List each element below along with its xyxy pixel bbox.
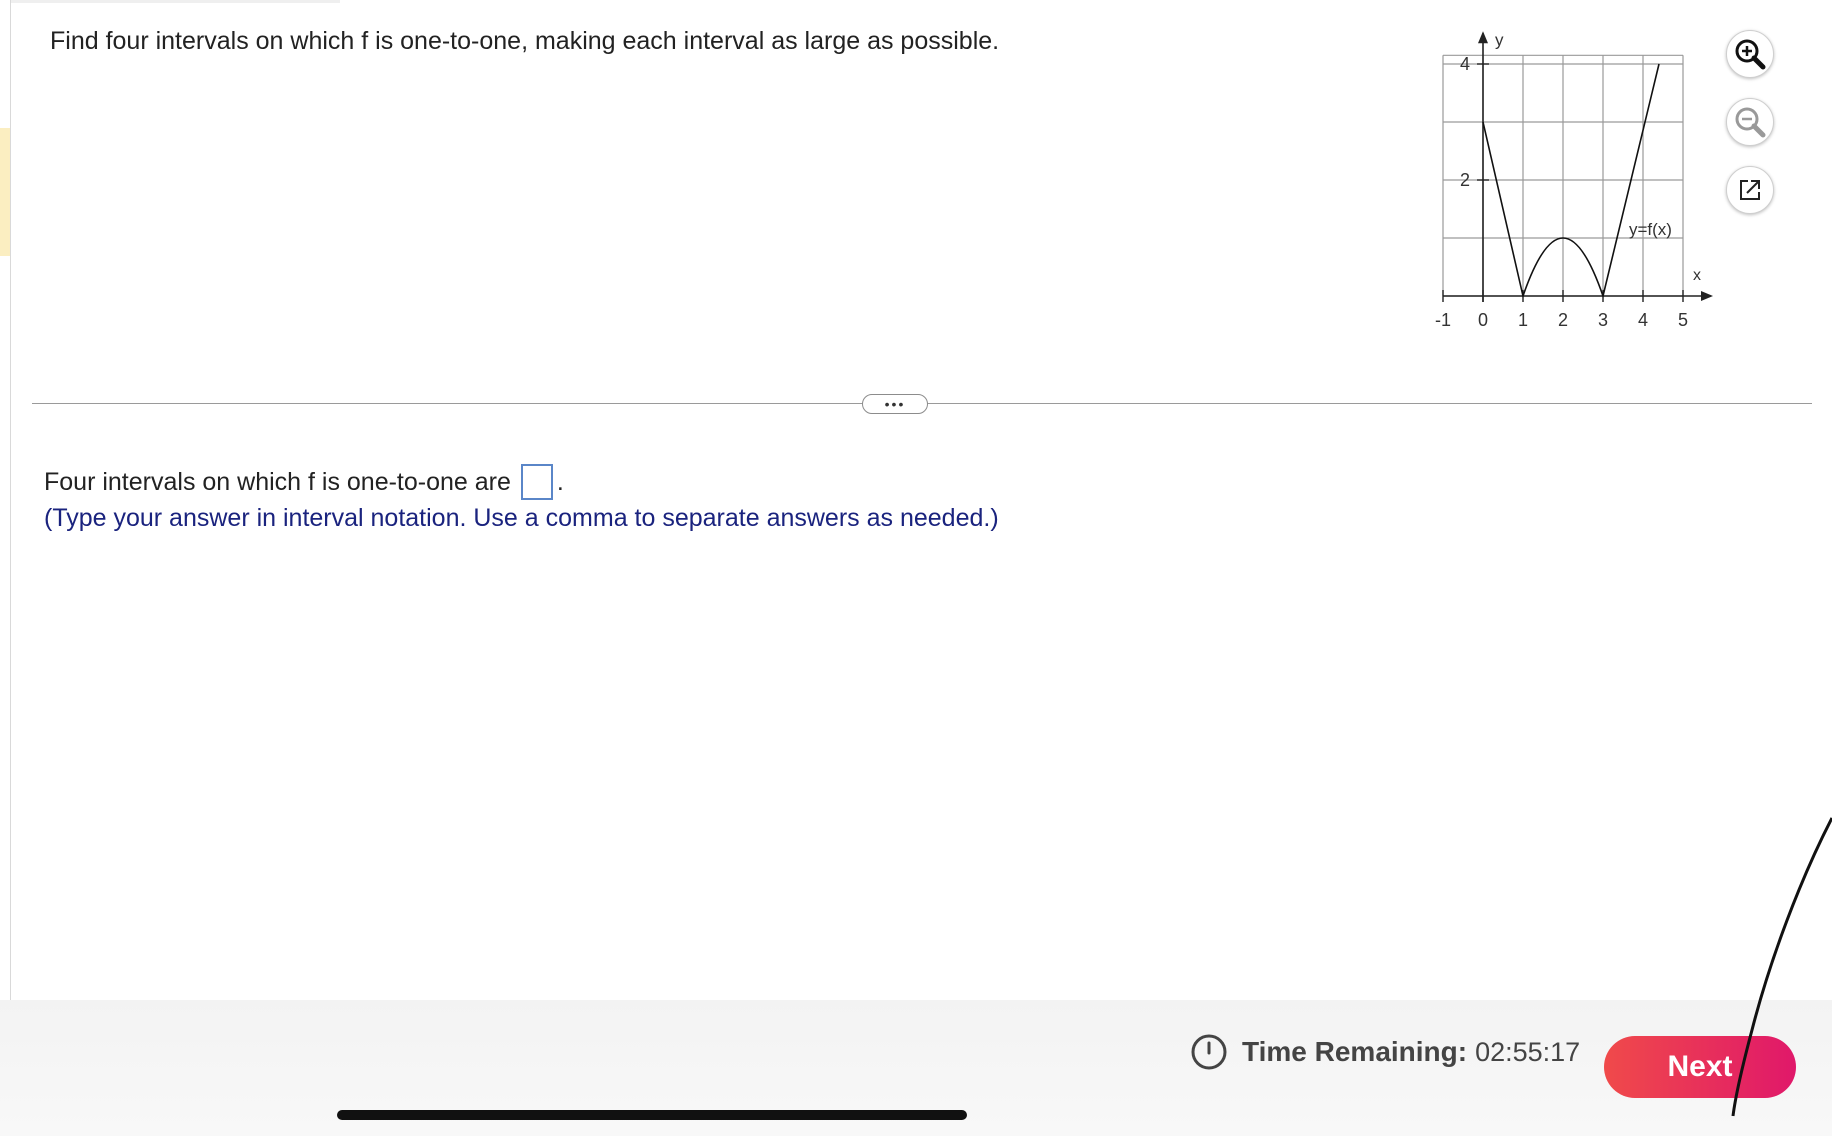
y-tick-label: 2 [1459, 170, 1471, 190]
answer-hint: (Type your answer in interval notation. Use a comma to separate answers as needed.) [44, 504, 999, 532]
x-axis-label: x [1693, 267, 1701, 284]
x-tick-label: 3 [1597, 310, 1609, 330]
popout-button[interactable] [1726, 166, 1774, 214]
y-axis-label: y [1495, 30, 1504, 50]
answer-suffix: . [556, 467, 564, 496]
x-tick-label: 4 [1637, 310, 1649, 330]
graph-grid [1443, 55, 1683, 296]
left-accent-bar [0, 128, 10, 256]
x-tick-labels [1435, 310, 1688, 330]
x-tick-label: 0 [1477, 310, 1489, 330]
y-axis-arrow [1478, 31, 1488, 43]
zoom-out-button[interactable] [1726, 98, 1774, 146]
answer-line [44, 464, 564, 500]
answer-prompt: Four intervals on which f is one-to-one are [44, 467, 511, 496]
x-tick-label: 1 [1517, 310, 1529, 330]
curve-label: y=f(x) [1629, 220, 1672, 240]
top-edge [10, 0, 340, 3]
answer-input[interactable] [521, 464, 553, 500]
next-button[interactable]: Next [1604, 1036, 1796, 1098]
question-text: Find four intervals on which f is one-to-one, making each interval as large as possible. [50, 27, 1000, 55]
zoom-in-icon [1732, 36, 1768, 72]
external-link-icon [1736, 176, 1764, 204]
zoom-out-icon [1732, 104, 1768, 140]
x-axis-arrow [1701, 291, 1713, 301]
clock-icon [1190, 1033, 1228, 1071]
function-graph [1420, 26, 1730, 336]
timer-value: 02:55:17 [1475, 1036, 1581, 1067]
x-tick-label: 5 [1677, 310, 1689, 330]
more-options-button[interactable]: ••• [862, 394, 928, 414]
home-indicator[interactable] [337, 1110, 967, 1120]
x-tick-label: -1 [1434, 310, 1452, 330]
y-tick-label: 4 [1459, 54, 1471, 74]
time-remaining [1190, 1033, 1580, 1071]
graph-axes [1443, 31, 1713, 302]
timer-label: Time Remaining: [1242, 1036, 1468, 1067]
left-border [10, 0, 11, 1000]
x-tick-label: 2 [1557, 310, 1569, 330]
zoom-in-button[interactable] [1726, 30, 1774, 78]
